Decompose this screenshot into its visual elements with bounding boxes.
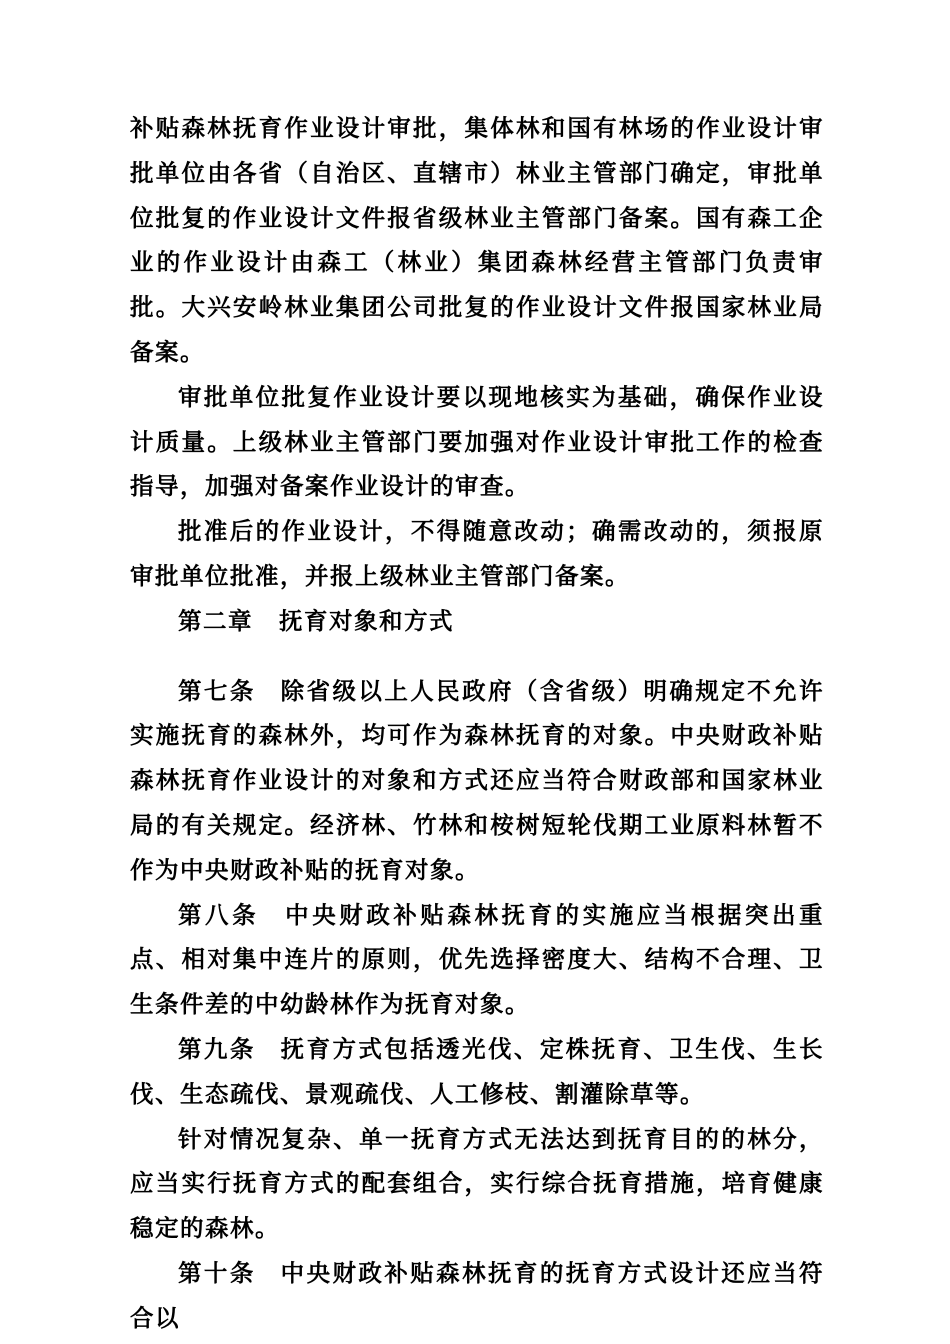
paragraph-combined-tending: 针对情况复杂、单一抚育方式无法达到抚育目的的林分，应当实行抚育方式的配套组合，实行综合抚育措施，培育健康稳定的森林。 [130, 1124, 824, 1243]
article-10-number: 第十条 [178, 1258, 256, 1287]
article-7 [130, 669, 824, 893]
article-9-text: 抚育方式包括透光伐、定株抚育、卫生伐、生长伐、生态疏伐、景观疏伐、人工修枝、割灌除草等。 [130, 1034, 824, 1108]
document-body [130, 106, 824, 1341]
paragraph-approved-changes: 批准后的作业设计，不得随意改动；确需改动的，须报原审批单位批准，并报上级林业主管部门备案。 [130, 517, 824, 590]
chapter-heading [130, 599, 824, 644]
article-10-text: 中央财政补贴森林抚育的抚育方式设计还应当符合以 [130, 1258, 824, 1332]
article-8-number: 第八条 [178, 900, 260, 929]
article-10 [130, 1251, 824, 1341]
article-7-text: 除省级以上人民政府（含省级）明确规定不允许实施抚育的森林外，均可作为森林抚育的对象。中央财政补贴森林抚育作业设计的对象和方式还应当符合财政部和国家林业局的有关规定。经济林、竹林和桉树短轮伐期工业原料林暂不作为中央财政补贴的抚育对象。 [130, 676, 824, 884]
article-8 [130, 893, 824, 1027]
paragraph-approval-quality: 审批单位批复作业设计要以现地核实为基础，确保作业设计质量。上级林业主管部门要加强对作业设计审批工作的检查指导，加强对备案作业设计的审查。 [130, 382, 824, 501]
chapter-spacer [130, 644, 824, 669]
chapter-title: 抚育对象和方式 [279, 606, 454, 635]
chapter-number: 第二章 [178, 606, 253, 635]
article-8-text: 中央财政补贴森林抚育的实施应当根据突出重点、相对集中连片的原则，优先选择密度大、结构不合理、卫生条件差的中幼龄林作为抚育对象。 [130, 900, 825, 1019]
article-7-number: 第七条 [178, 676, 256, 705]
article-9-number: 第九条 [178, 1034, 256, 1063]
article-9 [130, 1027, 824, 1117]
paragraph-approval-units: 补贴森林抚育作业设计审批，集体林和国有林场的作业设计审批单位由各省（自治区、直辖市）林业主管部门确定，审批单位批复的作业设计文件报省级林业主管部门备案。国有森工企业的作业设计由森工（林业）集团森林经营主管部门负责审批。大兴安岭林业集团公司批复的作业设计文件报国家林业局备案。 [130, 114, 824, 366]
